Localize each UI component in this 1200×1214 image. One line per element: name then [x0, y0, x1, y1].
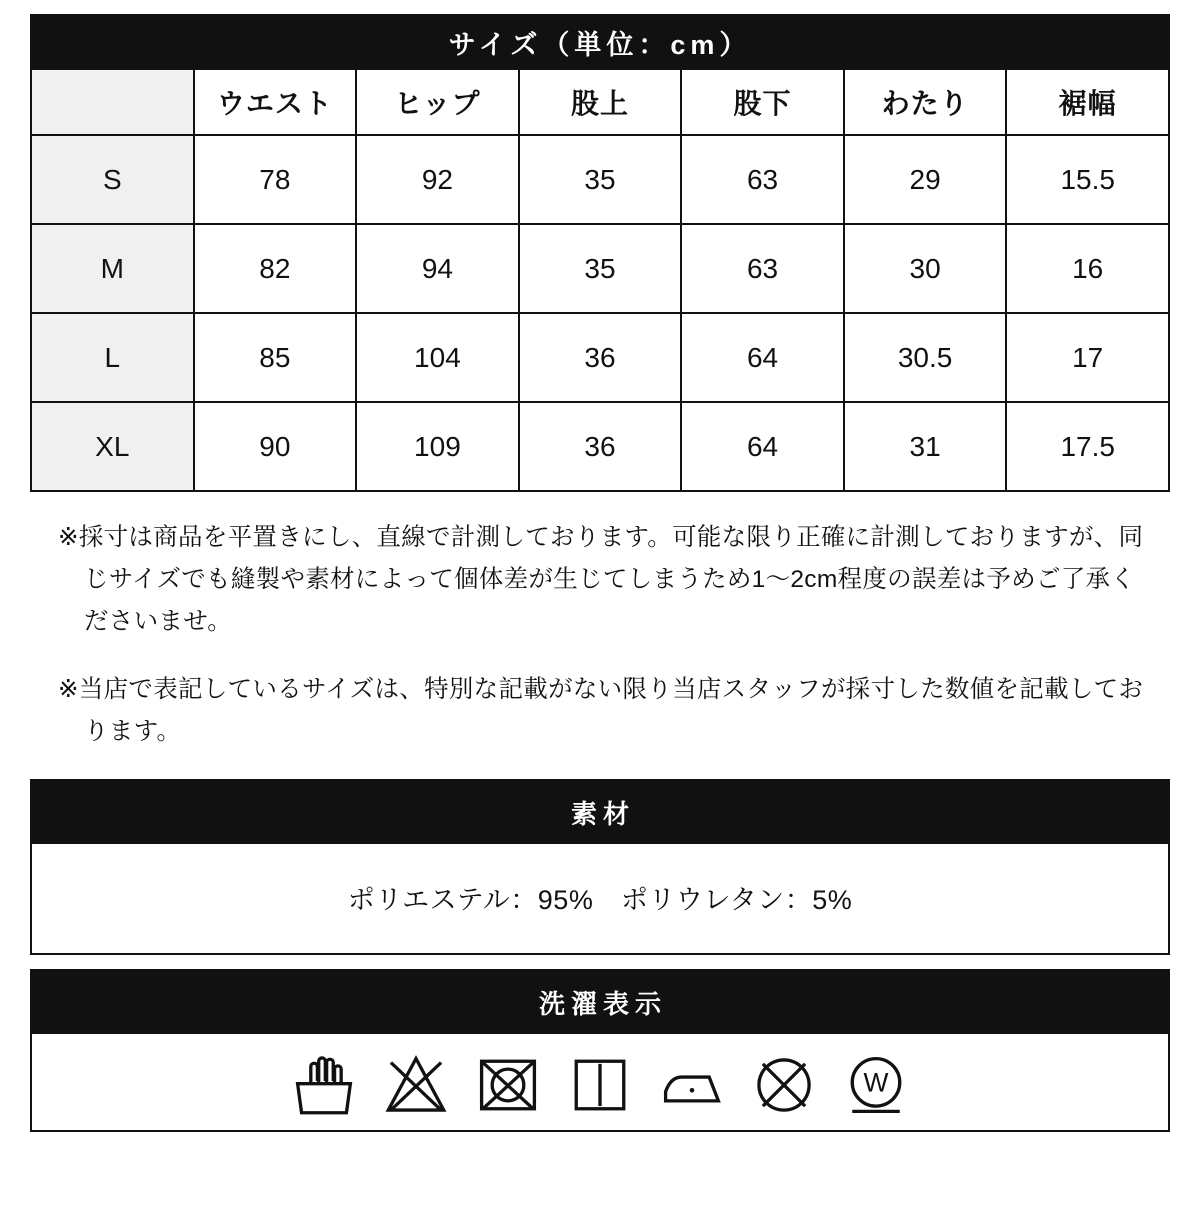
care-section-header: 洗濯表示 [32, 971, 1168, 1034]
cell-xl-waist: 90 [194, 402, 357, 491]
care-icon-row [32, 1034, 1168, 1130]
cell-xl-inseam: 64 [681, 402, 844, 491]
row-header-size-m: M [31, 224, 194, 313]
cell-m-inseam: 63 [681, 224, 844, 313]
cell-m-thigh: 30 [844, 224, 1007, 313]
cell-m-waist: 82 [194, 224, 357, 313]
column-header-rise: 股上 [519, 69, 682, 135]
size-table-title: サイズ（単位：cm） [31, 15, 1169, 69]
cell-l-waist: 85 [194, 313, 357, 402]
svg-text:W: W [863, 1067, 889, 1098]
iron-low-icon [659, 1052, 725, 1118]
table-row [31, 402, 1169, 491]
cell-s-hip: 92 [356, 135, 519, 224]
cell-l-thigh: 30.5 [844, 313, 1007, 402]
care-section [30, 969, 1170, 1132]
cell-s-thigh: 29 [844, 135, 1007, 224]
cell-l-hem: 17 [1006, 313, 1169, 402]
no-tumble-dry-icon [475, 1052, 541, 1118]
wet-clean-icon [843, 1052, 909, 1118]
product-spec-page [0, 14, 1200, 1214]
column-header-hem: 裾幅 [1006, 69, 1169, 135]
cell-xl-hem: 17.5 [1006, 402, 1169, 491]
material-section-header: 素材 [32, 781, 1168, 844]
cell-m-rise: 35 [519, 224, 682, 313]
cell-l-inseam: 64 [681, 313, 844, 402]
row-header-size-s: S [31, 135, 194, 224]
material-section-body: ポリエステル：95% ポリウレタン：5% [347, 885, 853, 916]
table-row [31, 224, 1169, 313]
note-measured-by-staff: ※当店で表記しているサイズは、特別な記載がない限り当店スタッフが採寸した数値を記載しております。 [58, 675, 1144, 745]
cell-m-hem: 16 [1006, 224, 1169, 313]
measurement-notes [30, 517, 1170, 754]
column-header-hip: ヒップ [356, 69, 519, 135]
table-row [31, 313, 1169, 402]
column-header-thigh: わたり [844, 69, 1007, 135]
note-measurement-tolerance: ※採寸は商品を平置きにし、直線で計測しております。可能な限り正確に計測しておりますが、同じサイズでも縫製や素材によって個体差が生じてしまうため1〜2cm程度の誤差は予めご了承くださいませ。 [58, 523, 1144, 635]
column-header-inseam: 股下 [681, 69, 844, 135]
cell-s-inseam: 63 [681, 135, 844, 224]
cell-s-hem: 15.5 [1006, 135, 1169, 224]
column-header-blank [31, 69, 194, 135]
cell-m-hip: 94 [356, 224, 519, 313]
row-header-size-xl: XL [31, 402, 194, 491]
row-header-size-l: L [31, 313, 194, 402]
cell-l-hip: 104 [356, 313, 519, 402]
cell-xl-thigh: 31 [844, 402, 1007, 491]
no-bleach-icon [383, 1052, 449, 1118]
cell-s-waist: 78 [194, 135, 357, 224]
hand-wash-icon [291, 1052, 357, 1118]
size-table-header-row [31, 69, 1169, 135]
column-header-waist: ウエスト [194, 69, 357, 135]
line-dry-hang-icon [567, 1052, 633, 1118]
size-table [30, 14, 1170, 492]
cell-xl-rise: 36 [519, 402, 682, 491]
size-table-title-row [31, 15, 1169, 69]
table-row [31, 135, 1169, 224]
cell-l-rise: 36 [519, 313, 682, 402]
no-dry-clean-icon [751, 1052, 817, 1118]
material-section [30, 779, 1170, 955]
cell-s-rise: 35 [519, 135, 682, 224]
cell-xl-hip: 109 [356, 402, 519, 491]
